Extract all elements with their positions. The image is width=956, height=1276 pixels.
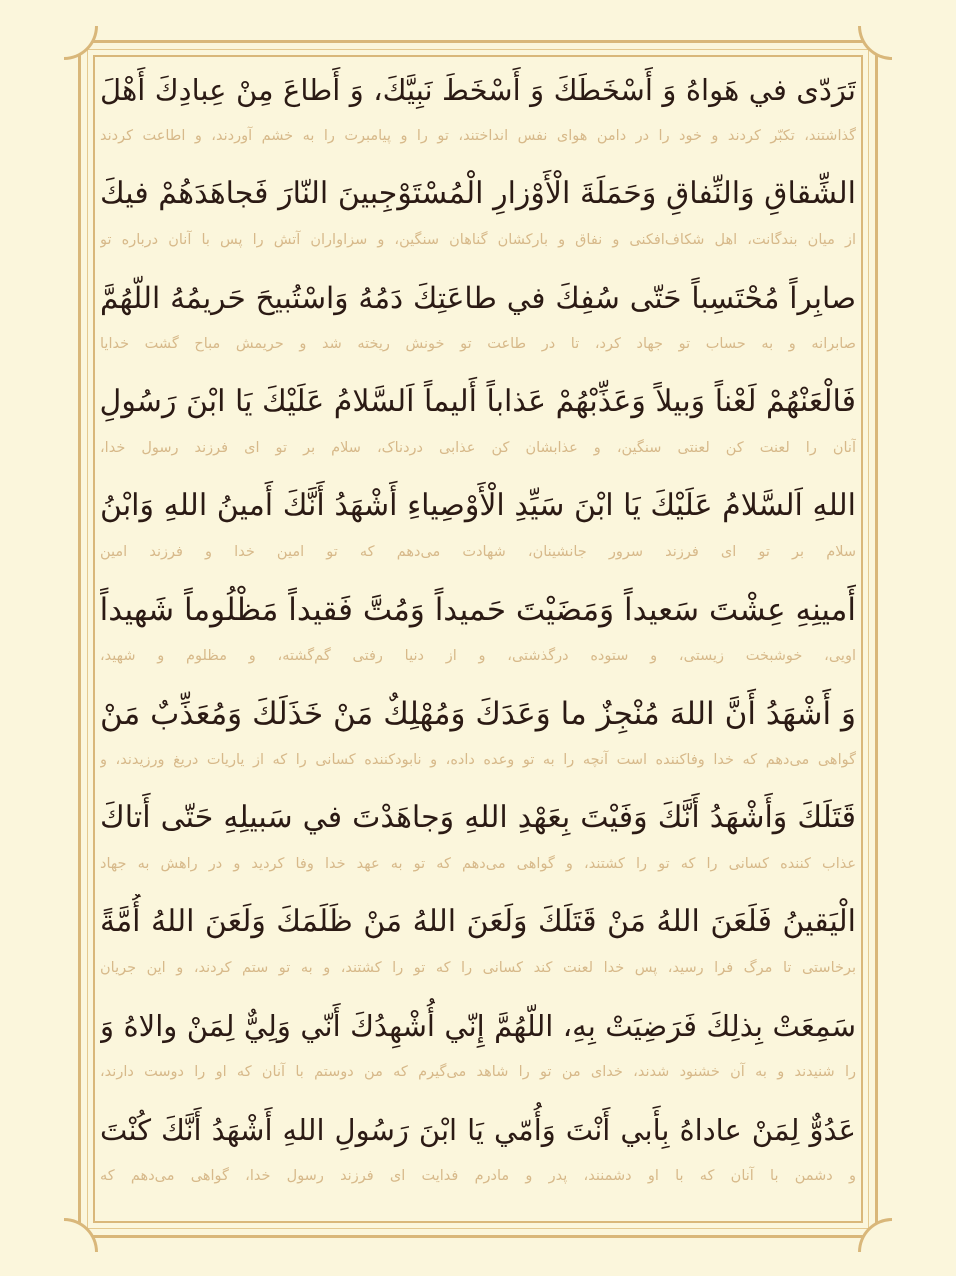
persian-translation: سلام بر تو ای فرزند سرور جانشینان، شهادت می‌دهم که تو امین خدا و فرزند امین bbox=[100, 544, 856, 560]
arabic-text: تَرَدّى في هَواهُ وَ أَسْخَطَكَ وَ أَسْخَطَ نَبِيَّكَ، وَ أَطاعَ مِنْ عِبادِكَ أَهْلَ bbox=[100, 73, 856, 107]
arabic-text: قَتَلَكَ وَأَشْهَدُ أَنَّكَ وَفَيْتَ بِعَهْدِ اللهِ وَجاهَدْتَ في سَبيلِهِ حَتّى أَتاكَ bbox=[100, 800, 856, 835]
arabic-text: عَدُوٌّ لِمَنْ عاداهُ بِأَبي أَنْتَ وَأُمّي يَا ابْنَ رَسُولِ اللهِ أَشْهَدُ أَنَّكَ كُنْتَ bbox=[100, 1113, 856, 1147]
persian-translation: صابرانه و به حساب تو جهاد کرد، تا در طاعت تو خونش ریخته شد و حریمش مباح گشت خدایا bbox=[100, 336, 856, 352]
verse-line bbox=[100, 1092, 856, 1196]
verse-line bbox=[100, 884, 856, 988]
verse-line bbox=[100, 52, 856, 156]
arabic-text: الشِّقاقِ وَالنِّفاقِ وَحَمَلَةَ الْأَوْزارِ الْمُسْتَوْجِبينَ النّارَ فَجاهَدَهُمْ فيكَ bbox=[100, 176, 856, 211]
verse-line bbox=[100, 988, 856, 1092]
persian-translation: گواهی می‌دهم که خدا وفاکننده است آنچه را به تو وعده داده، و نابودکننده کسانی را که از یاریات دریغ ورزیدند، و bbox=[100, 752, 856, 768]
persian-translation: برخاستی تا مرگ فرا رسید، پس خدا لعنت کند کسانی را که تو را کشتند، و به تو ستم کردند، و این جریان bbox=[100, 960, 856, 976]
arabic-text: أَمينِهِ عِشْتَ سَعيداً وَمَضَيْتَ حَميداً وَمُتَّ فَقيداً مَظْلُوماً شَهيداً bbox=[100, 592, 856, 628]
arabic-text: صابِراً مُحْتَسِباً حَتّى سُفِكَ في طاعَتِكَ دَمُهُ وَاسْتُبيحَ حَريمُهُ اللّهُمَّ bbox=[100, 281, 856, 315]
verse-line bbox=[100, 676, 856, 780]
arabic-text: فَالْعَنْهُمْ لَعْناً وَبيلاً وَعَذِّبْهُمْ عَذاباً أَليماً اَلسَّلامُ عَلَيْكَ يَا ابْنَ رَسُولِ bbox=[100, 384, 856, 419]
verse-line bbox=[100, 572, 856, 676]
verse-line bbox=[100, 364, 856, 468]
arabic-text: الْيَقينُ فَلَعَنَ اللهُ مَنْ قَتَلَكَ وَلَعَنَ اللهُ مَنْ ظَلَمَكَ وَلَعَنَ اللهُ أُمَّةً bbox=[100, 904, 856, 939]
verse-line bbox=[100, 156, 856, 260]
verse-line bbox=[100, 260, 856, 364]
persian-translation: آنان را لعنت کن لعنتی سنگین، و عذابشان کن عذابی دردناک، سلام بر تو ای فرزند رسول خدا، bbox=[100, 440, 856, 456]
arabic-text: وَ أَشْهَدُ أَنَّ اللهَ مُنْجِزٌ ما وَعَدَكَ وَمُهْلِكٌ مَنْ خَذَلَكَ وَمُعَذِّبٌ مَنْ bbox=[100, 696, 856, 732]
verse-line bbox=[100, 780, 856, 884]
prayer-text bbox=[100, 52, 856, 1196]
verse-line bbox=[100, 468, 856, 572]
persian-translation: عذاب کننده کسانی را که تو را کشتند، و گواهی می‌دهم که تو به عهد خدا وفا کردید و در راهش به جهاد bbox=[100, 856, 856, 872]
persian-translation: از میان بندگانت، اهل شکاف‌افکنی و نفاق و بارکشان گناهان سنگین، و سزاواران آتش را پس با آنان درباره تو bbox=[100, 232, 856, 248]
persian-translation: و دشمن با آنان که با او دشمنند، پدر و مادرم فدایت ای فرزند رسول خدا، گواهی می‌دهم که bbox=[100, 1168, 856, 1184]
arabic-text: سَمِعَتْ بِذلِكَ فَرَضِيَتْ بِهِ، اللّهُمَّ إِنّي أُشْهِدُكَ أَنّي وَلِيٌّ لِمَنْ والاهُ وَ bbox=[100, 1009, 856, 1043]
persian-translation: گذاشتند، تکبّر کردند و خود را در دامن هوای نفس انداختند، تو را و پیامبرت را به خشم آوردند، و اطاعت کردند bbox=[100, 128, 856, 144]
persian-translation: را شنیدند و به آن خشنود شدند، خدای من تو را شاهد می‌گیرم که من دوستم با آنان که او را دوست دارند، bbox=[100, 1064, 856, 1080]
persian-translation: اویی، خوشبخت زیستی، و ستوده درگذشتی، و از دنیا رفتی گم‌گشته، و مظلوم و شهید، bbox=[100, 648, 856, 664]
arabic-text: اللهِ اَلسَّلامُ عَلَيْكَ يَا ابْنَ سَيِّدِ الْأَوْصِياءِ أَشْهَدُ أَنَّكَ أَمينُ اللهِ وَابْنُ bbox=[100, 488, 856, 523]
